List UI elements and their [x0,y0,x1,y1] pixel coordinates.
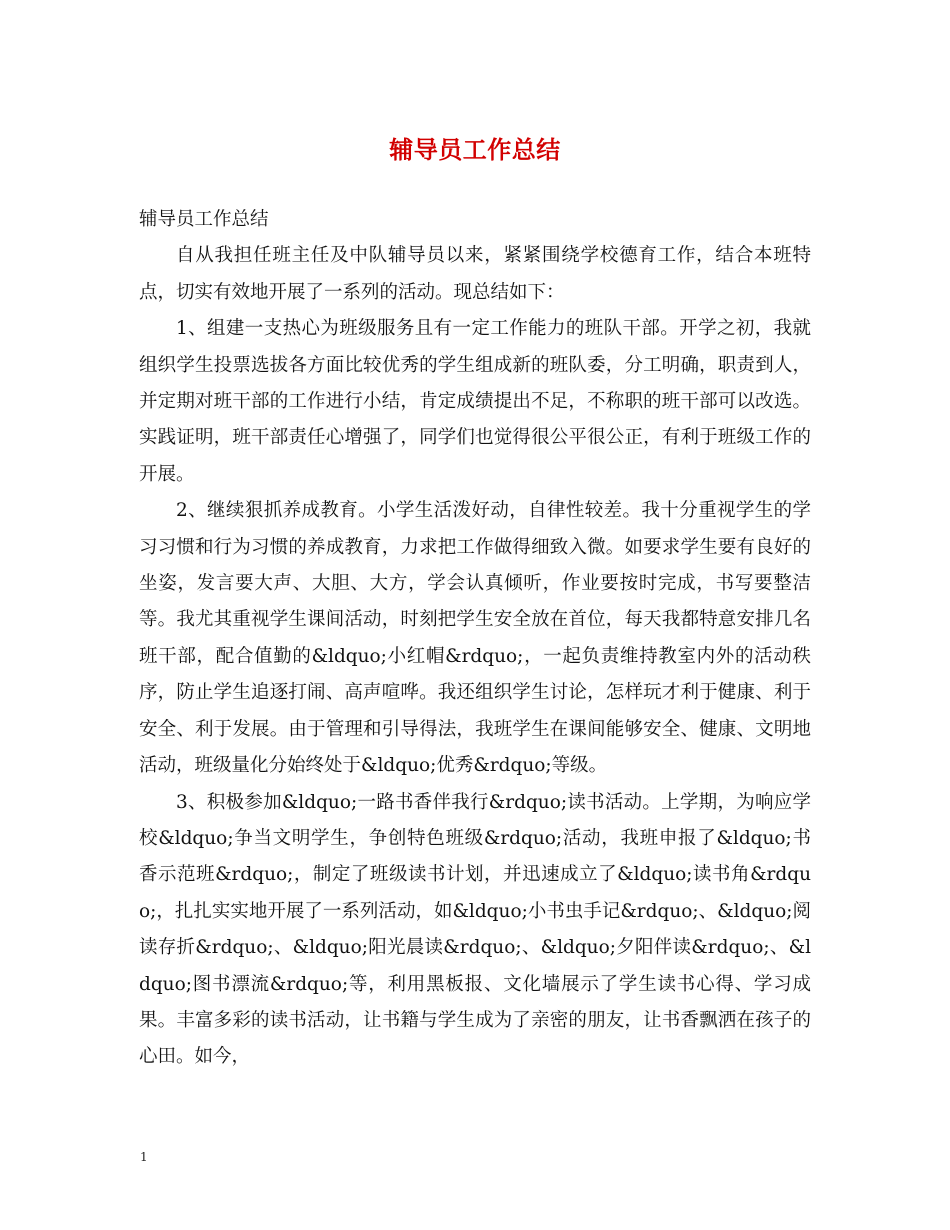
paragraph-item-1: 1、组建一支热心为班级服务且有一定工作能力的班队干部。开学之初，我就组织学生投票选拔各方面比较优秀的学生组成新的班队委，分工明确，职责到人，并定期对班干部的工作进行小结，肯定成绩提出不足，不称职的班干部可以改选。实践证明，班干部责任心增强了，同学们也觉得很公平很公正，有利于班级工作的开展。 [139,318,811,485]
document-title: 辅导员工作总结 [389,135,561,164]
paragraph-item-3: 3、积极参加&ldquo;一路书香伴我行&rdquo;读书活动。上学期，为响应学校&ldquo;争当文明学生，争创特色班级&rdquo;活动，我班申报了&ldquo;书香示范班&rdquo;，制定了班级读书计划，并迅速成立了&ldquo;读书角&rdquo;，扎扎实实地开展了一系列活动，如&ldquo;小书虫手记&rdquo;、&ldquo;阅读存折&rdquo;、&ldquo;阳光晨读&rdquo;、&ldquo;夕阳伴读&rdquo;、&ldquo;图书漂流&rdquo;等，利用黑板报、文化墙展示了学生读书心得、学习成果。丰富多彩的读书活动，让书籍与学生成为了亲密的朋友，让书香飘洒在孩子的心田。如今， [139,791,811,1068]
document-subtitle: 辅导员工作总结 [139,209,269,230]
paragraph-item-2: 2、继续狠抓养成教育。小学生活泼好动，自律性较差。我十分重视学生的学习习惯和行为习惯的养成教育，力求把工作做得细致入微。如要求学生要有良好的坐姿，发言要大声、大胆、大方，学会认真倾听，作业要按时完成，书写要整洁等。我尤其重视学生课间活动，时刻把学生安全放在首位，每天我都特意安排几名班干部，配合值勤的&ldquo;小红帽&rdquo;，一起负责维持教室内外的活动秩序，防止学生追逐打闹、高声喧哗。我还组织学生讨论，怎样玩才利于健康、利于安全、利于发展。由于管理和引导得法，我班学生在课间能够安全、健康、文明地活动，班级量化分始终处于&ldquo;优秀&rdquo;等级。 [139,500,811,777]
page-number: 1 [140,1150,148,1164]
paragraph-intro: 自从我担任班主任及中队辅导员以来，紧紧围绕学校德育工作，结合本班特点，切实有效地开展了一系列的活动。现总结如下： [139,245,811,303]
document-body [139,202,811,1076]
